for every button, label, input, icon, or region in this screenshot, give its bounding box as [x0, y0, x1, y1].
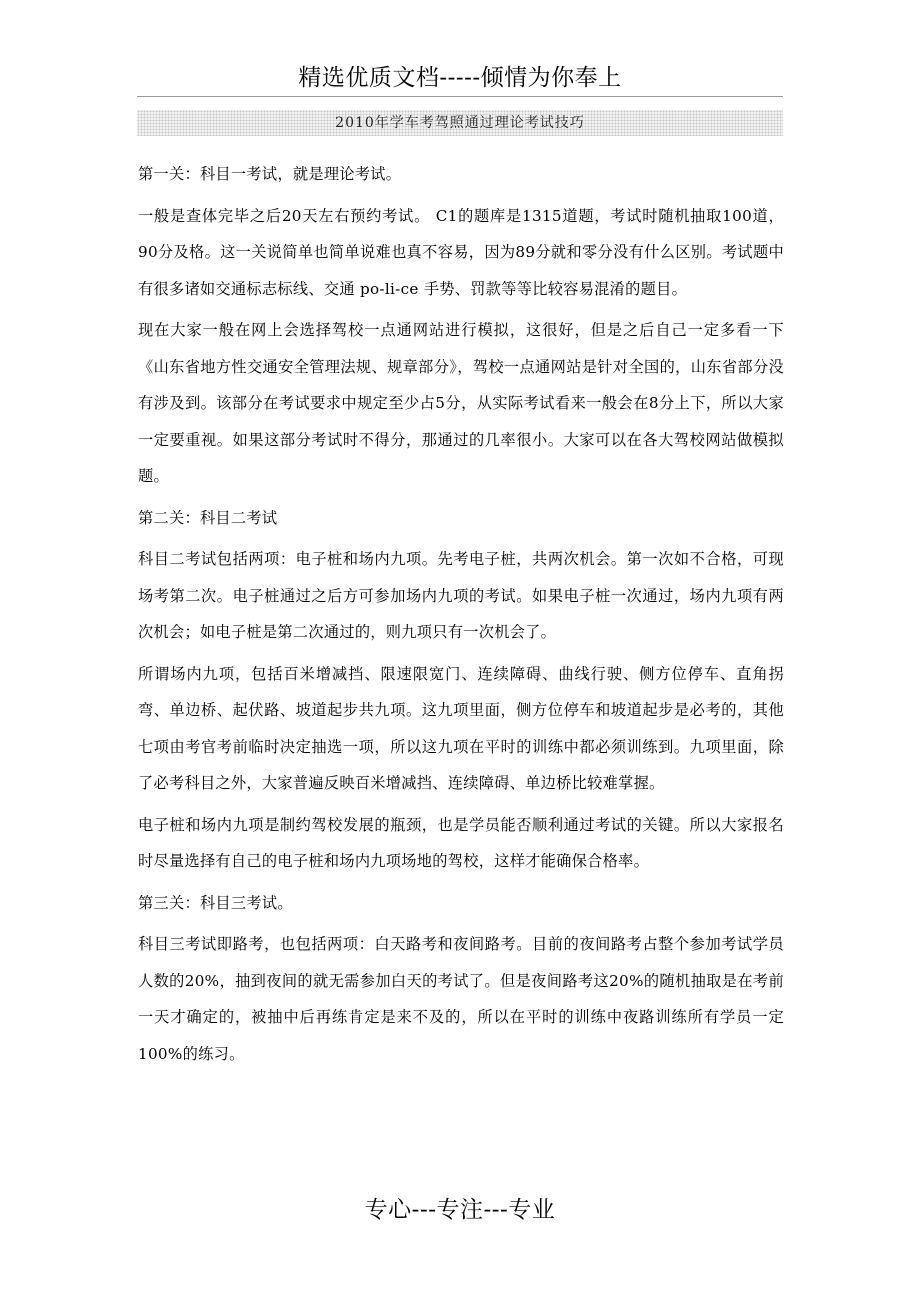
paragraph: 一般是查体完毕之后20天左右预约考试。 C1的题库是1315道题，考试时随机抽取100道，90分及格。这一关说简单也简单说难也真不容易，因为89分就和零分没有什么区别。考试题中有很多诸如交通标志标线、交通 po-li-ce 手势、罚款等等比较容易混淆的题目。	[138, 206, 784, 298]
paragraph: 科目二考试包括两项：电子桩和场内九项。先考电子桩，共两次机会。第一次如不合格，可现场考第二次。电子桩通过之后方可参加场内九项的考试。如果电子桩一次通过，场内九项有两次机会；如电子桩是第二次通过的，则九项只有一次机会了。	[138, 550, 784, 641]
document-body	[138, 156, 784, 1077]
paragraph: 电子桩和场内九项是制约驾校发展的瓶颈，也是学员能否顺利通过考试的关键。所以大家报名时尽量选择有自己的电子桩和场内九项场地的驾校，这样才能确保合格率。	[138, 815, 784, 870]
section-heading-3: 第三关：科目三考试。	[138, 893, 293, 912]
header-divider	[137, 96, 783, 97]
paragraph: 现在大家一般在网上会选择驾校一点通网站进行模拟，这很好，但是之后自己一定多看一下《山东省地方性交通安全管理法规、规章部分》，驾校一点通网站是针对全国的，山东省部分没有涉及到。该部分在考试要求中规定至少占5分，从实际考试看来一般会在8分上下，所以大家一定要重视。如果这部分考试时不得分，那通过的几率很小。大家可以在各大驾校网站做模拟题。	[138, 321, 784, 485]
document-title: 2010年学车考驾照通过理论考试技巧	[335, 115, 585, 131]
paragraph: 科目三考试即路考，也包括两项：白天路考和夜间路考。目前的夜间路考占整个参加考试学员人数的20%，抽到夜间的就无需参加白天的考试了。但是夜间路考这20%的随机抽取是在考前一天才确定的，被抽中后再练肯定是来不及的，所以在平时的训练中夜路训练所有学员一定100%的练习。	[138, 935, 784, 1063]
section-heading-2: 第二关：科目二考试	[138, 508, 278, 527]
section-heading-1: 第一关：科目一考试，就是理论考试。	[138, 165, 402, 183]
paragraph: 所谓场内九项，包括百米增减挡、限速限宽门、连续障碍、曲线行驶、侧方位停车、直角拐弯、单边桥、起伏路、坡道起步共九项。这九项里面，侧方位停车和坡道起步是必考的，其他七项由考官考前临时决定抽选一项，所以这九项在平时的训练中都必须训练到。九项里面，除了必考科目之外，大家普遍反映百米增减挡、连续障碍、单边桥比较难掌握。	[138, 664, 784, 792]
page-footer: 专心---专注---专业	[364, 1197, 556, 1223]
page-header-title: 精选优质文档-----倾情为你奉上	[298, 65, 622, 91]
